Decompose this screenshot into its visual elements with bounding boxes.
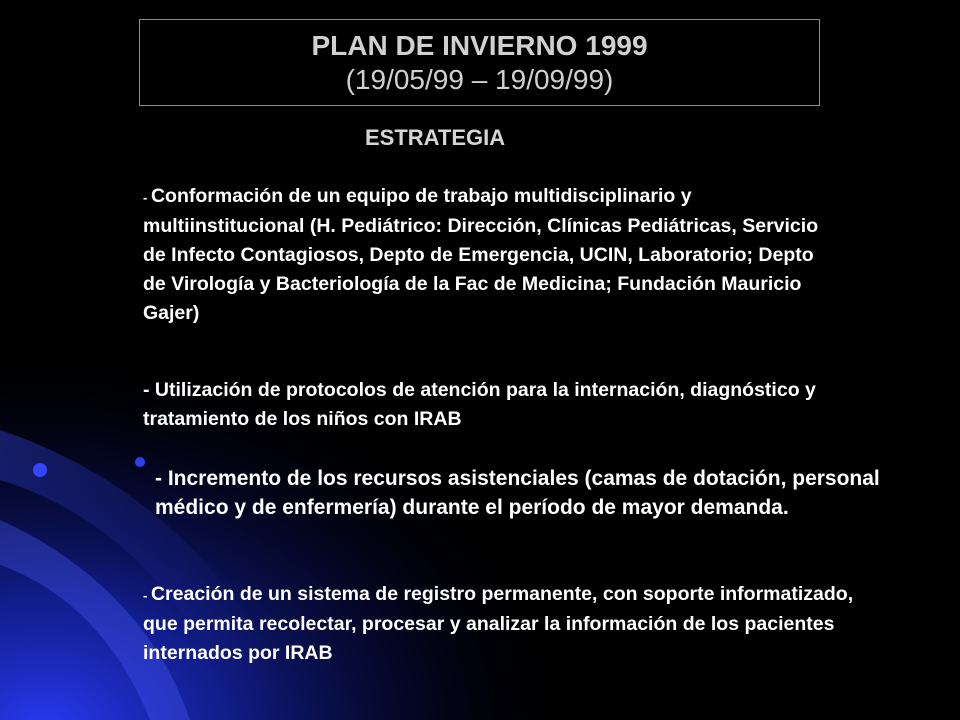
bullet-dash: - <box>143 588 151 603</box>
bullet-text: Conformación de un equipo de trabajo multidisciplinario y multiinstitucional (H. Pediátrico: Dirección, Clínicas Pediátricas, Servicio de Infecto Contagiosos, Depto de Emergencia, UCIN, Laboratorio; Depto de Virología y Bacteriología de la Fac de Medicina; Fundación Mauricio Gajer) <box>143 185 819 324</box>
bullet-dash: - <box>143 190 151 205</box>
title-box <box>139 19 820 106</box>
bullet-1 <box>143 182 833 328</box>
bullet-text: Incremento de los recursos asistenciales (camas de dotación, personal médico y de enfermería) durante el período de mayor demanda. <box>155 467 880 519</box>
bullet-4 <box>143 580 863 668</box>
bullet-dash: - <box>143 379 155 401</box>
blue-dot-icon <box>33 463 47 477</box>
bullet-2 <box>143 376 823 434</box>
blue-dot-small-icon <box>135 457 145 467</box>
section-subtitle: ESTRATEGIA <box>365 125 506 150</box>
bullet-dash: - <box>155 467 168 490</box>
bullet-3 <box>155 464 895 522</box>
bullet-text: Utilización de protocolos de atención para la internación, diagnóstico y tratamiento de los niños con IRAB <box>143 379 816 430</box>
title-line-2: (19/05/99 – 19/09/99) <box>345 64 614 95</box>
title-line-1: PLAN DE INVIERNO 1999 <box>311 30 648 61</box>
bullet-text: Creación de un sistema de registro permanente, con soporte informatizado, que permita recolectar, procesar y analizar la información de los pacientes internados por IRAB <box>143 583 854 664</box>
